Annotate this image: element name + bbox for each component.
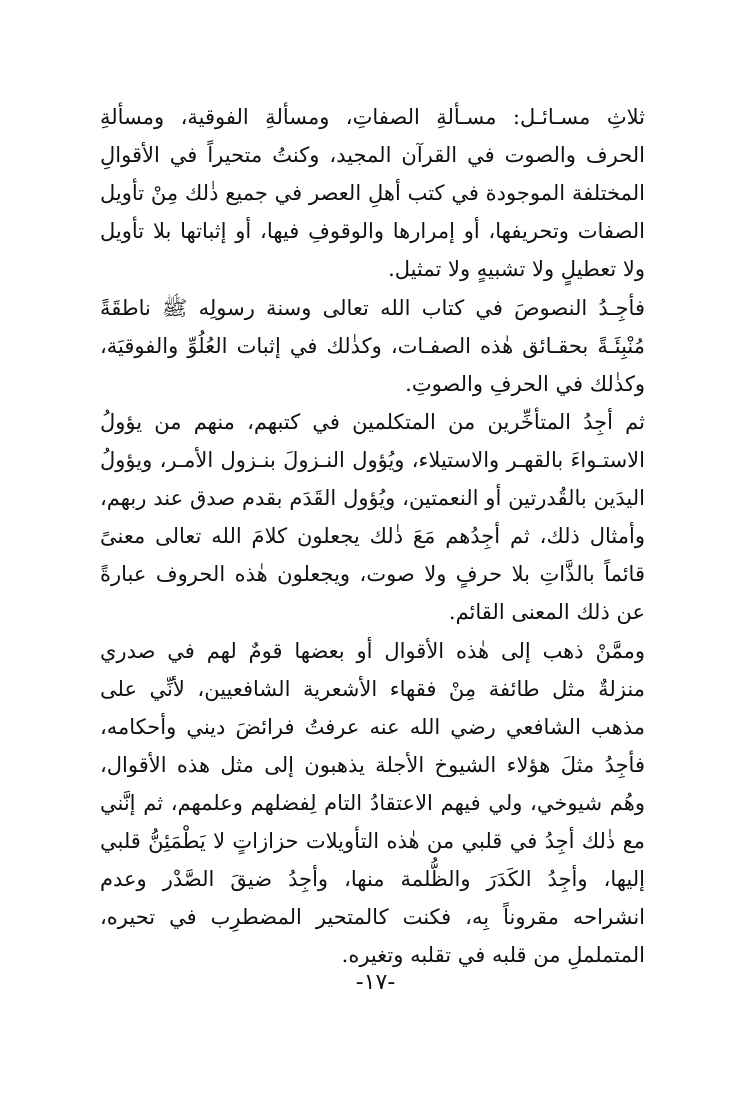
- paragraph-2: فأجِـدُ النصوصَ في كتاب الله تعالى وسنة رسولِه ﷺ ناطقَةً مُنْبِئَـةً بحقـائق هٰذه الصفـات، وكذٰلك في إثبات العُلُوِّ والفوقيَة، وكذٰلك في الحرفِ والصوتِ.: [100, 296, 645, 396]
- page-number: -١٧-: [355, 970, 396, 995]
- paragraph-3: ثم أجِدُ المتأخِّرين من المتكلمين في كتبهم، منهم من يؤولُ الاستـواءَ بالقهـر والاستيلاء، ويُؤول النـزولَ بنـزول الأمـر، ويؤولُ اليدَين بالقُدرتين أو النعمتين، ويُؤول القَدَم بقدم صدق عند ربهم، وأمثال ذلك، ثم أجِدُهم مَعَ ذٰلك يجعلون كلامَ الله تعالى معنىً قائماً بالذَّاتِ بلا حرفٍ ولا صوت، ويجعلون هٰذه الحروف عبارةً عن ذلك المعنى القائم.: [100, 410, 645, 624]
- paragraph-1: ثلاثِ مسـائـل: مسـألةِ الصفاتِ، ومسألةِ الفوقية، ومسألةِ الحرف والصوت في القرآن المجيد، وكنتُ متحيراً في الأقوالِ المختلفة الموجودة في كتب أهلِ العصر في جميع ذٰلك مِنْ تأويل الصفات وتحريفها، أو إمرارها والوقوفِ فيها، أو إثباتها بلا تأويل ولا تعطيلٍ ولا تشبيهٍ ولا تمثيل.: [100, 105, 645, 281]
- paragraph-4: وممَّنْ ذهب إلى هٰذه الأقوال أو بعضها قومٌ لهم في صدري منزلةٌ مثل طائفة مِنْ فقهاء الأشعرية الشافعيين، لأنِّي على مذهب الشافعي رضي الله عنه عرفتُ فرائضَ ديني وأحكامه، فأجِدُ مثلَ هؤلاء الشيوخ الأجلة يذهبون إلى مثل هذه الأقوال، وهُم شيوخي، ولي فيهم الاعتقادُ التام لِفضلهم وعلمهم، ثم إنَّني مع ذٰلك أجِدُ في قلبي من هٰذه التأويلات حزازاتٍ لا يَطْمَئِنُّ قلبي إليها، وأجِدُ الكَدَرَ والظُّلمة منها، وأجِدُ ضيقَ الصَّدْر وعدم انشراحه مقروناً بِه، فكنت كالمتحير المضطرِب في تحيره، المتململِ من قلبه في تقلبه وتغيره.: [100, 639, 645, 967]
